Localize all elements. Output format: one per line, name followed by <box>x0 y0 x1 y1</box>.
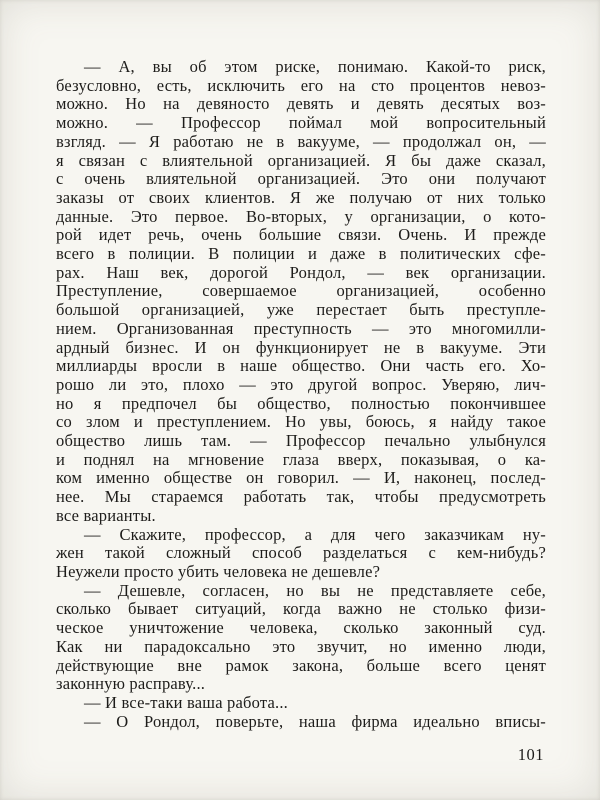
text-line: жен такой сложный способ разделаться с кем-нибудь? <box>56 543 546 563</box>
text-line: и поднял на мгновение глаза вверх, показывая, о ка- <box>56 449 546 469</box>
text-line: нием. Организованная преступность — это многомилли- <box>56 318 546 338</box>
text-line: — И все-таки ваша работа... <box>84 692 288 712</box>
text-line: — О Рондол, поверьте, наша фирма идеально вписы- <box>84 711 546 731</box>
text-line: ком именно обществе он говорил. — И, наконец, послед- <box>56 468 546 488</box>
text-line: ардный бизнес. И он функционирует не в вакууме. Эти <box>56 337 546 357</box>
text-line: — А, вы об этом риске, понимаю. Какой-то риск, <box>84 57 546 76</box>
text-line: Преступление, совершаемое организацией, особенно <box>56 281 546 301</box>
text-line: — Скажите, профессор, а для чего заказчикам ну- <box>84 524 546 544</box>
page-number: 101 <box>517 745 544 764</box>
text-line: сколько бывает ситуаций, когда важно не столько физи- <box>56 599 546 619</box>
text-line: можно. Но на девяносто девять и девять десятых воз- <box>56 94 546 114</box>
text-line: рошо ли это, плохо — это другой вопрос. Уверяю, лич- <box>56 374 546 394</box>
text-line: заказы от своих клиентов. Я же получаю от них только <box>56 187 546 207</box>
text-line: большой организацией, уже перестает быть преступле- <box>56 300 546 320</box>
text-line: все варианты. <box>56 505 156 525</box>
text-line: миллиарды вросли в наше общество. Они часть его. Хо- <box>56 356 546 376</box>
text-line: рах. Наш век, дорогой Рондол, — век организации. <box>56 262 546 282</box>
text-line: — Дешевле, согласен, но вы не представляете себе, <box>84 580 546 600</box>
text-line: данные. Это первое. Во-вторых, у организации, о кото- <box>56 206 546 226</box>
text-line: взгляд. — Я работаю не в вакууме, — продолжал он, — <box>56 131 546 151</box>
text-line: всего в полиции. В полиции и даже в политических сфе- <box>56 244 546 264</box>
text-line: я связан с влиятельной организацией. Я бы даже сказал, <box>56 150 546 170</box>
text-line: с очень влиятельной организацией. Это они получают <box>56 169 546 189</box>
text-line: со злом и преступлением. Но увы, боюсь, я найду такое <box>56 412 546 432</box>
text-line: общество лишь там. — Профессор печально улыбнулся <box>56 431 546 451</box>
page-text <box>56 58 546 731</box>
text-line: нее. Мы стараемся работать так, чтобы предусмотреть <box>56 487 546 507</box>
text-line: рой идет речь, очень большие связи. Очень. И прежде <box>56 225 546 245</box>
text-line: ческое уничтожение человека, сколько законный суд. <box>56 618 546 638</box>
text-line: но я предпочел бы общество, полностью покончившее <box>56 393 546 413</box>
text-line: законную расправу... <box>56 674 206 694</box>
text-line: действующие вне рамок закона, больше всего ценят <box>56 655 546 675</box>
text-line: безусловно, есть, исключить его на сто процентов невоз- <box>56 75 546 95</box>
text-line: можно. — Профессор поймал мой вопросительный <box>56 113 546 133</box>
text-line: Неужели просто убить человека не дешевле? <box>56 561 381 581</box>
text-line: Как ни парадоксально это звучит, но именно люди, <box>56 636 546 656</box>
